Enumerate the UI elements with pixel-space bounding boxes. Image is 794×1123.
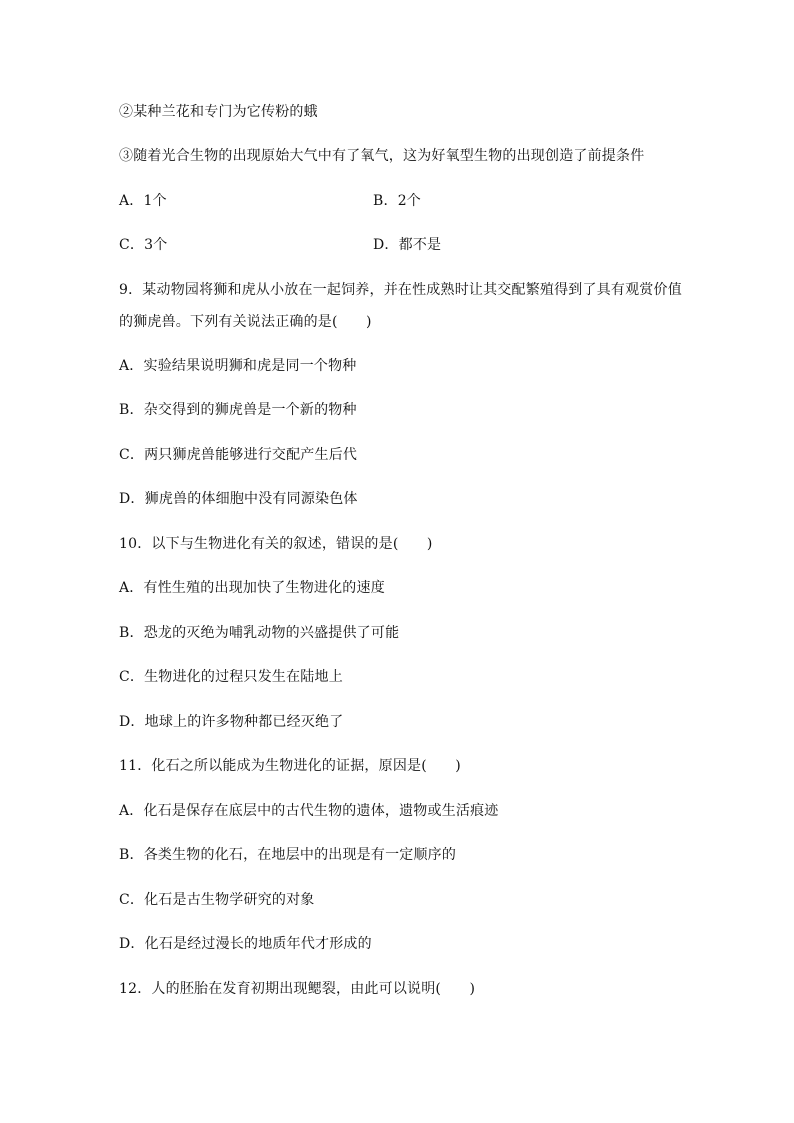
- q9-option-b: B．杂交得到的狮虎兽是一个新的物种: [119, 402, 357, 418]
- q12-stem: 12．人的胚胎在发育初期出现鳃裂，由此可以说明( ): [119, 981, 476, 997]
- q11-stem: 11．化石之所以能成为生物进化的证据，原因是( ): [119, 758, 461, 774]
- q11-option-b: B．各类生物的化石，在地层中的出现是有一定顺序的: [119, 847, 457, 863]
- q10-stem: 10．以下与生物进化有关的叙述，错误的是( ): [119, 536, 433, 552]
- q11-option-a: A．化石是保存在底层中的古代生物的遗体，遗物或生活痕迹: [119, 803, 499, 819]
- q10-option-c: C．生物进化的过程只发生在陆地上: [119, 669, 343, 685]
- q9-stem-line-1: 9．某动物园将狮和虎从小放在一起饲养，并在性成熟时让其交配繁殖得到了具有观赏价值: [119, 282, 682, 298]
- q8-option-a: A．1个: [119, 193, 167, 209]
- statement-2: ②某种兰花和专门为它传粉的蛾: [119, 104, 318, 120]
- q10-option-d: D．地球上的许多物种都已经灭绝了: [119, 714, 344, 730]
- q9-option-d: D．狮虎兽的体细胞中没有同源染色体: [119, 491, 358, 507]
- q11-option-d: D．化石是经过漫长的地质年代才形成的: [119, 936, 372, 952]
- q10-option-a: A．有性生殖的出现加快了生物进化的速度: [119, 580, 385, 596]
- q10-option-b: B．恐龙的灭绝为哺乳动物的兴盛提供了可能: [119, 625, 400, 641]
- q9-stem-line-2: 的狮虎兽。下列有关说法正确的是( ): [119, 314, 372, 330]
- q8-option-d: D．都不是: [373, 237, 442, 253]
- q8-option-b: B．2个: [373, 193, 421, 209]
- q9-option-a: A．实验结果说明狮和虎是同一个物种: [119, 358, 357, 374]
- q9-option-c: C．两只狮虎兽能够进行交配产生后代: [119, 447, 358, 463]
- statement-3: ③随着光合生物的出现原始大气中有了氧气，这为好氧型生物的出现创造了前提条件: [119, 148, 645, 164]
- q8-option-c: C．3个: [119, 237, 168, 253]
- q11-option-c: C．化石是古生物学研究的对象: [119, 892, 315, 908]
